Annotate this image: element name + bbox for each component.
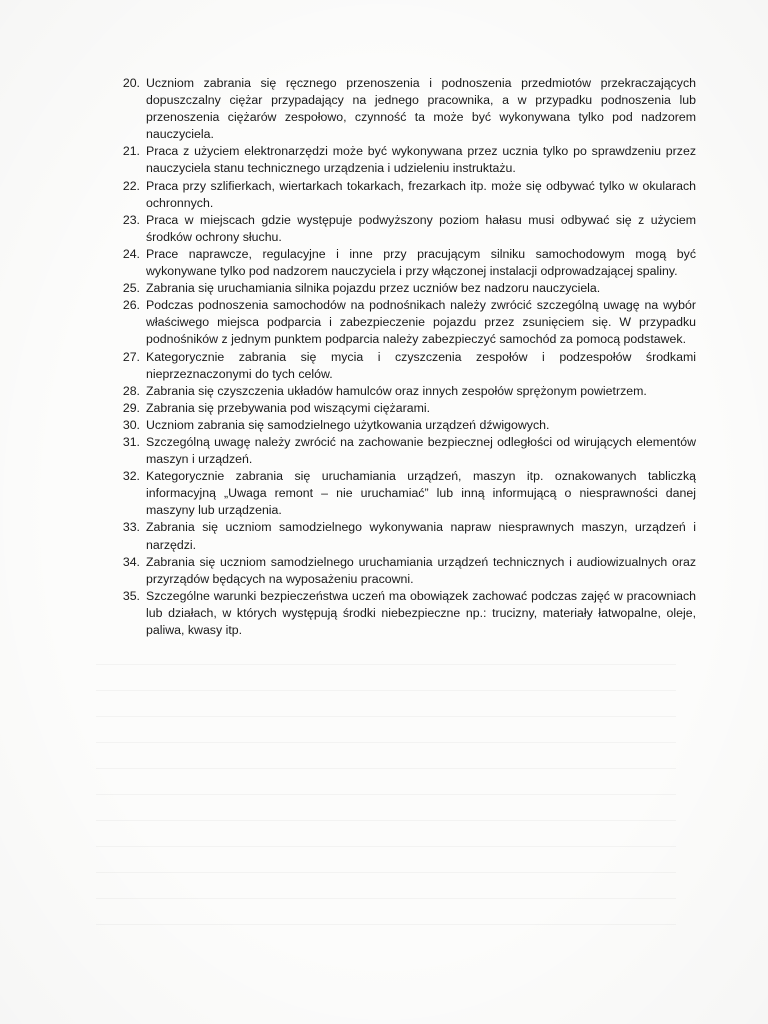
bleed-through-line — [96, 924, 676, 925]
bleed-through-line — [96, 690, 676, 691]
rule-number: 25. — [122, 281, 140, 296]
rule-number: 26. — [122, 298, 140, 313]
bleed-through-line — [96, 742, 676, 743]
rule-item-32 — [118, 468, 696, 519]
rule-item-31 — [118, 434, 696, 468]
bleed-through-line — [96, 768, 676, 769]
rule-text: Uczniom zabrania się samodzielnego użytkowania urządzeń dźwigowych. — [146, 417, 550, 432]
rule-number: 34. — [122, 554, 140, 569]
rule-text: Szczególną uwagę należy zwrócić na zachowanie bezpiecznej odległości od wirujących elementów maszyn i urządzeń. — [146, 434, 696, 467]
rule-number: 31. — [122, 434, 140, 449]
rule-item-27 — [118, 349, 696, 383]
bleed-through-line — [96, 846, 676, 847]
rule-number: 22. — [122, 178, 140, 193]
rule-item-29 — [118, 400, 696, 417]
rule-item-34 — [118, 554, 696, 588]
rule-item-24 — [118, 246, 696, 280]
rule-number: 24. — [122, 246, 140, 261]
rule-item-25 — [118, 280, 696, 297]
rule-text: Kategorycznie zabrania się mycia i czyszczenia zespołów i podzespołów środkami nieprzeznaczonymi do tych celów. — [146, 349, 696, 381]
rule-item-30 — [118, 417, 696, 434]
bleed-through-line — [96, 716, 676, 717]
rule-number: 27. — [122, 349, 140, 364]
rule-text: Zabrania się uruchamiania silnika pojazdu przez uczniów bez nadzoru nauczyciela. — [146, 281, 601, 296]
bleed-through-line — [96, 664, 676, 665]
rule-number: 35. — [122, 588, 140, 603]
rule-number: 23. — [122, 212, 140, 227]
rule-item-21 — [118, 143, 696, 177]
rule-item-23 — [118, 212, 696, 246]
rule-item-35 — [118, 588, 696, 639]
rule-text: Praca w miejscach gdzie występuje podwyższony poziom hałasu musi odbywać się z użyciem środków ochrony słuchu. — [146, 212, 696, 244]
rule-item-28 — [118, 383, 696, 400]
rule-number: 33. — [122, 520, 140, 535]
rule-text: Praca z użyciem elektronarzędzi może być wykonywana przez ucznia tylko po sprawdzeniu przez nauczyciela stanu technicznego urządzenia i udzieleniu instruktażu. — [146, 144, 696, 176]
rule-item-22 — [118, 178, 696, 212]
rule-item-20 — [118, 75, 696, 143]
rule-text: Zabrania się przebywania pod wiszącymi ciężarami. — [146, 400, 431, 415]
rule-text: Praca przy szlifierkach, wiertarkach tokarkach, frezarkach itp. może się odbywać tylko w okularach ochronnych. — [146, 178, 696, 210]
bleed-through-line — [96, 898, 676, 899]
rule-text: Podczas podnoszenia samochodów na podnośnikach należy zwrócić szczególną uwagę na wybór właściwego miejsca podparcia i zabezpieczenie pojazdu przez zsunięciem się. W przypadku podnośników z jednym punktem podparcia należy zabezpieczyć samochód za pomocą podstawek. — [146, 298, 696, 347]
safety-rules-list — [118, 75, 696, 639]
rule-item-33 — [118, 519, 696, 553]
rule-text: Zabrania się czyszczenia układów hamulców oraz innych zespołów sprężonym powietrzem. — [146, 383, 647, 398]
bleed-through-line — [96, 794, 676, 795]
rule-text: Zabrania się uczniom samodzielnego wykonywania napraw niesprawnych maszyn, urządzeń i narzędzi. — [146, 520, 696, 552]
rule-text: Kategorycznie zabrania się uruchamiania urządzeń, maszyn itp. oznakowanych tabliczką informacyjną „Uwaga remont – nie uruchamiać” lub inną informującą o niesprawności danej maszyny lub urządzenia. — [146, 469, 696, 518]
rule-number: 20. — [122, 76, 140, 90]
rule-number: 29. — [122, 400, 140, 415]
bleed-through-line — [96, 820, 676, 821]
rule-number: 30. — [122, 417, 140, 432]
rule-text: Szczególne warunki bezpieczeństwa uczeń ma obowiązek zachować podczas zajęć w pracowniach lub działach, w których występują środki niebezpieczne np.: trucizny, materiały łatwopalne, oleje, paliwa, kwasy itp. — [146, 588, 696, 637]
bleed-through-line — [96, 872, 676, 873]
rule-text: Uczniom zabrania się ręcznego przenoszenia i podnoszenia przedmiotów przekraczających dopuszczalny ciężar przypadający na jednego pracownika, a w przypadku podnoszenia lub przenoszenia ciężarów zespołowo, czynność ta może być wykonywana tylko pod nadzorem nauczyciela. — [146, 76, 696, 142]
rule-number: 28. — [122, 383, 140, 398]
rule-number: 21. — [122, 144, 140, 159]
rule-number: 32. — [122, 469, 140, 484]
rule-item-26 — [118, 297, 696, 348]
rule-text: Prace naprawcze, regulacyjne i inne przy pracującym silniku samochodowym mogą być wykonywane tylko pod nadzorem nauczyciela i przy włączonej instalacji odprowadzającej spaliny. — [146, 246, 696, 279]
rule-text: Zabrania się uczniom samodzielnego uruchamiania urządzeń technicznych i audiowizualnych oraz przyrządów będących na wyposażeniu pracowni. — [146, 554, 696, 586]
